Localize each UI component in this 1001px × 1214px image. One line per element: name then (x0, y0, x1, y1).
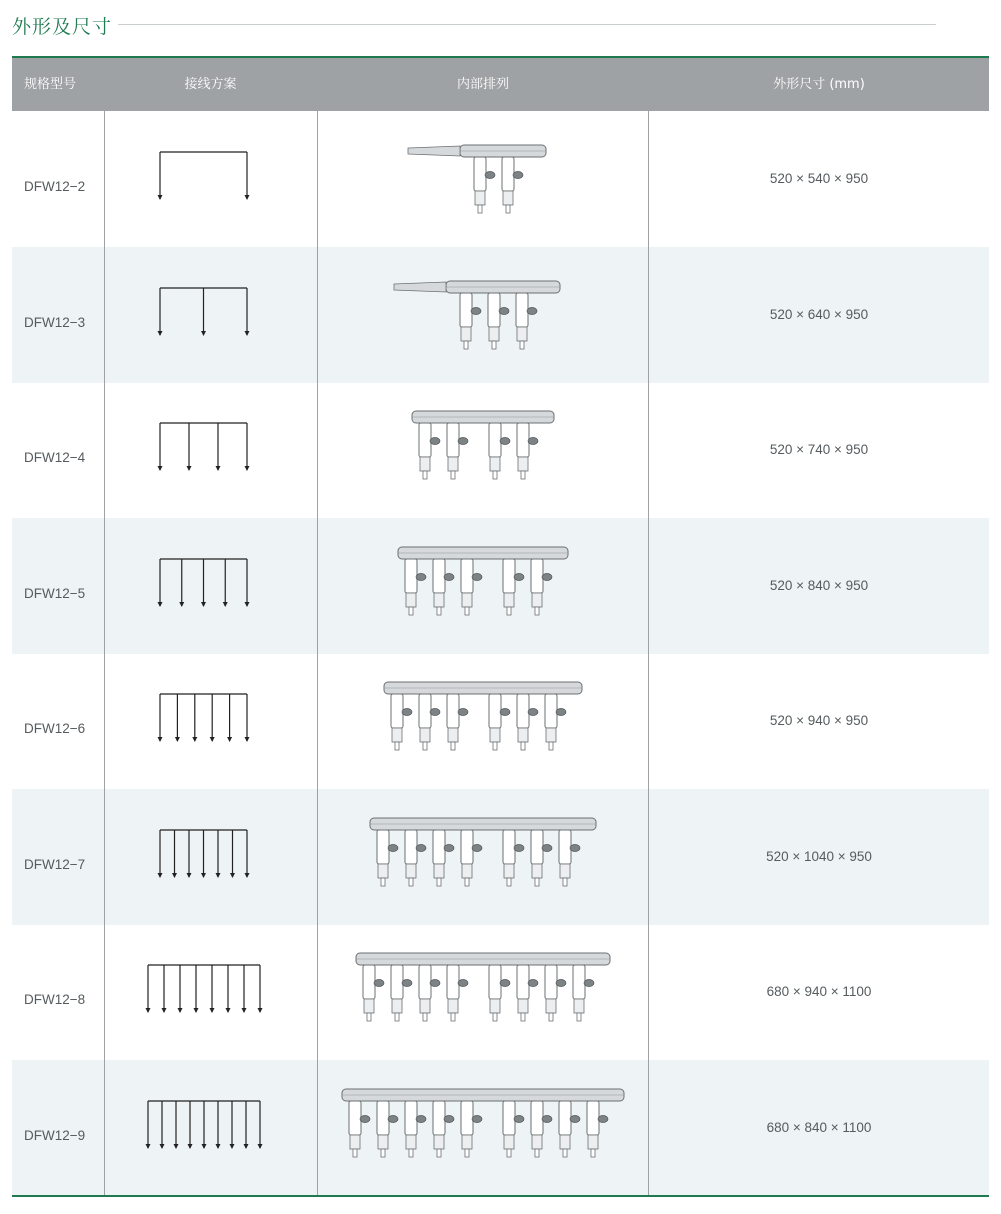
operating-handle (570, 844, 580, 851)
outlet-arrow (244, 1144, 249, 1149)
bushing (504, 864, 514, 878)
table-row (12, 653, 989, 789)
column-divider (104, 58, 105, 1195)
table-row (12, 382, 989, 518)
bushing (490, 457, 500, 471)
bushing (560, 864, 570, 878)
terminal (507, 1149, 511, 1157)
terminal (535, 878, 539, 886)
bushing (392, 999, 402, 1013)
bushing (406, 864, 416, 878)
terminal (423, 471, 427, 479)
outlet-arrow (158, 602, 163, 607)
switch-unit (447, 423, 459, 457)
terminal (437, 1149, 441, 1157)
bushing (490, 728, 500, 742)
table-row (12, 924, 989, 1060)
terminal (409, 878, 413, 886)
bushing (504, 593, 514, 607)
table-row (12, 111, 989, 247)
dimension-cell: 520 × 540 × 950 (769, 171, 869, 186)
bushing (518, 457, 528, 471)
switch-unit (489, 965, 501, 999)
bushing (475, 191, 485, 205)
operating-handle (528, 709, 538, 716)
operating-handle (472, 844, 482, 851)
terminal (381, 878, 385, 886)
wiring-diagram-svg (104, 1060, 317, 1196)
operating-handle (430, 980, 440, 987)
operating-handle (458, 438, 468, 445)
bushing (489, 327, 499, 341)
terminal (535, 607, 539, 615)
bushing (434, 1135, 444, 1149)
outlet-arrow (201, 602, 206, 607)
table-row (12, 789, 989, 925)
switch-unit (419, 694, 431, 728)
switch-unit (545, 694, 557, 728)
operating-handle (430, 438, 440, 445)
dimension-cell: 680 × 940 × 1100 (766, 984, 872, 999)
switch-unit (391, 694, 403, 728)
outlet-arrow (202, 1144, 207, 1149)
terminal (535, 1149, 539, 1157)
terminal (451, 471, 455, 479)
bushing (532, 1135, 542, 1149)
terminal (437, 878, 441, 886)
internal-arrangement-svg (318, 789, 648, 925)
outlet-arrow (146, 1008, 151, 1013)
terminal (409, 607, 413, 615)
operating-handle (500, 709, 510, 716)
model-cell: DFW12−4 (24, 450, 86, 465)
bushing (518, 728, 528, 742)
bushing (462, 593, 472, 607)
bushing (546, 728, 556, 742)
operating-handle (528, 438, 538, 445)
terminal (464, 341, 468, 349)
outlet-arrow (245, 602, 250, 607)
terminal (367, 1013, 371, 1021)
wiring-diagram (104, 924, 317, 1060)
operating-handle (471, 307, 481, 314)
switch-unit (489, 694, 501, 728)
operating-handle (472, 1115, 482, 1122)
operating-handle (542, 1115, 552, 1122)
dimension-cell: 520 × 640 × 950 (769, 306, 869, 322)
header-model: 规格型号 (24, 77, 77, 92)
wiring-diagram (104, 382, 317, 518)
terminal (423, 1013, 427, 1021)
terminal (521, 1013, 525, 1021)
inlet-stub (408, 146, 460, 156)
bushing (462, 1135, 472, 1149)
internal-arrangement-svg (318, 518, 648, 654)
bushing (378, 864, 388, 878)
terminal (563, 878, 567, 886)
internal-arrangement-svg (318, 111, 648, 247)
operating-handle (542, 844, 552, 851)
outlet-arrow (242, 1008, 247, 1013)
switch-unit (474, 157, 486, 191)
outlet-arrow (179, 602, 184, 607)
terminal (577, 1013, 581, 1021)
switch-unit (447, 965, 459, 999)
switch-unit (405, 830, 417, 864)
switch-unit (363, 965, 375, 999)
switch-unit (517, 965, 529, 999)
switch-unit (503, 830, 515, 864)
dimension-cell: 520 × 940 × 950 (769, 713, 869, 728)
bushing (560, 1135, 570, 1149)
outlet-arrow (245, 466, 250, 471)
internal-arrangement (318, 1060, 648, 1196)
bushing (574, 999, 584, 1013)
wiring-diagram (104, 1060, 317, 1196)
wiring-diagram-svg (104, 518, 317, 654)
model-cell: DFW12−5 (24, 585, 86, 601)
operating-handle (485, 172, 495, 179)
operating-handle (514, 573, 524, 580)
switch-unit (531, 1101, 543, 1135)
operating-handle (527, 307, 537, 314)
operating-handle (444, 573, 454, 580)
wiring-diagram (104, 247, 317, 383)
header-dims: 外形尺寸 (mm) (773, 77, 865, 92)
terminal (409, 1149, 413, 1157)
wiring-diagram-svg (104, 924, 317, 1060)
terminal (493, 471, 497, 479)
bushing (503, 191, 513, 205)
switch-unit (488, 293, 500, 327)
operating-handle (500, 980, 510, 987)
bushing (392, 728, 402, 742)
title-divider (118, 24, 936, 25)
header-internal: 内部排列 (456, 77, 509, 92)
switch-unit (503, 559, 515, 593)
outlet-arrow (223, 602, 228, 607)
switch-unit (517, 423, 529, 457)
operating-handle (416, 1115, 426, 1122)
terminal (520, 341, 524, 349)
operating-handle (514, 844, 524, 851)
operating-handle (513, 172, 523, 179)
terminal (549, 1013, 553, 1021)
outlet-arrow (216, 873, 221, 878)
switch-unit (531, 559, 543, 593)
internal-arrangement (318, 382, 648, 518)
model-cell: DFW12−8 (24, 992, 86, 1007)
terminal (423, 742, 427, 750)
bushing (434, 593, 444, 607)
terminal (437, 607, 441, 615)
operating-handle (584, 980, 594, 987)
bushing (490, 999, 500, 1013)
terminal (465, 1149, 469, 1157)
table-row (12, 1060, 989, 1196)
switch-unit (587, 1101, 599, 1135)
outlet-arrow (192, 737, 197, 742)
outlet-arrow (178, 1008, 183, 1013)
column-divider (317, 58, 318, 1195)
column-divider (648, 58, 649, 1195)
operating-handle (444, 1115, 454, 1122)
internal-arrangement (318, 518, 648, 654)
bushing (532, 593, 542, 607)
bushing (420, 728, 430, 742)
internal-arrangement (318, 924, 648, 1060)
outlet-arrow (245, 737, 250, 742)
switch-unit (433, 559, 445, 593)
outlet-arrow (174, 1144, 179, 1149)
switch-unit (377, 1101, 389, 1135)
outlet-arrow (158, 195, 163, 200)
switch-unit (461, 1101, 473, 1135)
switch-unit (489, 423, 501, 457)
outlet-arrow (258, 1008, 263, 1013)
switch-unit (391, 965, 403, 999)
switch-unit (545, 965, 557, 999)
internal-arrangement (318, 653, 648, 789)
terminal (465, 607, 469, 615)
wiring-diagram-svg (104, 789, 317, 925)
bushing (504, 1135, 514, 1149)
wiring-diagram-svg (104, 111, 317, 247)
switch-unit (405, 1101, 417, 1135)
operating-handle (458, 709, 468, 716)
operating-handle (402, 709, 412, 716)
operating-handle (374, 980, 384, 987)
switch-unit (516, 293, 528, 327)
table-row (12, 247, 989, 383)
terminal (451, 742, 455, 750)
switch-unit (447, 694, 459, 728)
internal-arrangement (318, 111, 648, 247)
outlet-arrow (230, 873, 235, 878)
wiring-diagram-svg (104, 247, 317, 383)
switch-unit (503, 1101, 515, 1135)
outlet-arrow (216, 1144, 221, 1149)
outlet-arrow (194, 1008, 199, 1013)
outlet-arrow (175, 737, 180, 742)
outlet-arrow (226, 1008, 231, 1013)
switch-unit (461, 830, 473, 864)
outlet-arrow (188, 1144, 193, 1149)
wiring-diagram (104, 111, 317, 247)
operating-handle (499, 307, 509, 314)
operating-handle (360, 1115, 370, 1122)
bushing (420, 457, 430, 471)
internal-arrangement-svg (318, 382, 648, 518)
terminal (353, 1149, 357, 1157)
terminal (492, 341, 496, 349)
operating-handle (514, 1115, 524, 1122)
switch-unit (419, 965, 431, 999)
switch-unit (531, 830, 543, 864)
bushing (434, 864, 444, 878)
operating-handle (556, 709, 566, 716)
operating-handle (444, 844, 454, 851)
internal-arrangement-svg (318, 924, 648, 1060)
inlet-stub (394, 282, 446, 292)
switch-unit (460, 293, 472, 327)
dimension-cell: 520 × 740 × 950 (769, 442, 869, 457)
switch-unit (405, 559, 417, 593)
internal-arrangement (318, 247, 648, 383)
table-bottom-rule (12, 1195, 989, 1197)
switch-unit (433, 830, 445, 864)
bushing (448, 999, 458, 1013)
bushing (532, 864, 542, 878)
switch-unit (573, 965, 585, 999)
terminal (549, 742, 553, 750)
outlet-arrow (162, 1008, 167, 1013)
dimension-cell: 520 × 840 × 950 (769, 577, 869, 593)
bushing (364, 999, 374, 1013)
terminal (506, 205, 510, 213)
terminal (591, 1149, 595, 1157)
internal-arrangement (318, 789, 648, 925)
outlet-arrow (230, 1144, 235, 1149)
operating-handle (416, 844, 426, 851)
operating-handle (458, 980, 468, 987)
bushing (378, 1135, 388, 1149)
switch-unit (419, 423, 431, 457)
outlet-arrow (158, 873, 163, 878)
dimension-cell: 520 × 1040 × 950 (766, 848, 872, 864)
terminal (521, 471, 525, 479)
operating-handle (556, 980, 566, 987)
switch-unit (559, 1101, 571, 1135)
bushing (350, 1135, 360, 1149)
bushing (588, 1135, 598, 1149)
operating-handle (570, 1115, 580, 1122)
outlet-arrow (158, 737, 163, 742)
table-row (12, 518, 989, 654)
bushing (420, 999, 430, 1013)
terminal (521, 742, 525, 750)
terminal (493, 742, 497, 750)
bushing (517, 327, 527, 341)
outlet-arrow (158, 331, 163, 336)
wiring-diagram-svg (104, 382, 317, 518)
operating-handle (416, 573, 426, 580)
outlet-arrow (210, 1008, 215, 1013)
terminal (493, 1013, 497, 1021)
bushing (462, 864, 472, 878)
table-header (12, 58, 989, 111)
operating-handle (500, 438, 510, 445)
operating-handle (402, 980, 412, 987)
bushing (518, 999, 528, 1013)
terminal (395, 742, 399, 750)
switch-unit (461, 559, 473, 593)
operating-handle (528, 980, 538, 987)
outlet-arrow (172, 873, 177, 878)
section-title: 外形及尺寸 (12, 16, 113, 38)
operating-handle (542, 573, 552, 580)
terminal (507, 878, 511, 886)
outlet-arrow (160, 1144, 165, 1149)
outlet-arrow (227, 737, 232, 742)
dimension-cell: 680 × 840 × 1100 (766, 1119, 872, 1135)
wiring-diagram-svg (104, 653, 317, 789)
outlet-arrow (245, 331, 250, 336)
wiring-diagram (104, 653, 317, 789)
model-cell: DFW12−7 (24, 856, 86, 872)
model-cell: DFW12−6 (24, 721, 86, 736)
operating-handle (430, 709, 440, 716)
internal-arrangement-svg (318, 247, 648, 383)
operating-handle (388, 844, 398, 851)
terminal (465, 878, 469, 886)
outlet-arrow (245, 873, 250, 878)
operating-handle (598, 1115, 608, 1122)
internal-arrangement-svg (318, 1060, 648, 1196)
terminal (395, 1013, 399, 1021)
wiring-diagram (104, 518, 317, 654)
switch-unit (377, 830, 389, 864)
switch-unit (502, 157, 514, 191)
outlet-arrow (201, 331, 206, 336)
outlet-arrow (158, 466, 163, 471)
terminal (451, 1013, 455, 1021)
outlet-arrow (146, 1144, 151, 1149)
model-cell: DFW12−9 (24, 1127, 86, 1143)
outlet-arrow (210, 737, 215, 742)
terminal (478, 205, 482, 213)
terminal (381, 1149, 385, 1157)
bushing (448, 728, 458, 742)
terminal (507, 607, 511, 615)
bushing (448, 457, 458, 471)
bushing (461, 327, 471, 341)
operating-handle (388, 1115, 398, 1122)
header-wiring: 接线方案 (184, 77, 237, 92)
terminal (563, 1149, 567, 1157)
outlet-arrow (258, 1144, 263, 1149)
outlet-arrow (245, 195, 250, 200)
model-cell: DFW12−2 (24, 179, 86, 194)
switch-unit (433, 1101, 445, 1135)
wiring-diagram (104, 789, 317, 925)
bushing (406, 593, 416, 607)
outlet-arrow (187, 466, 192, 471)
bushing (546, 999, 556, 1013)
operating-handle (472, 573, 482, 580)
switch-unit (559, 830, 571, 864)
bushing (406, 1135, 416, 1149)
outlet-arrow (201, 873, 206, 878)
internal-arrangement-svg (318, 653, 648, 789)
model-cell: DFW12−3 (24, 314, 86, 330)
switch-unit (517, 694, 529, 728)
outlet-arrow (216, 466, 221, 471)
switch-unit (349, 1101, 361, 1135)
outlet-arrow (187, 873, 192, 878)
